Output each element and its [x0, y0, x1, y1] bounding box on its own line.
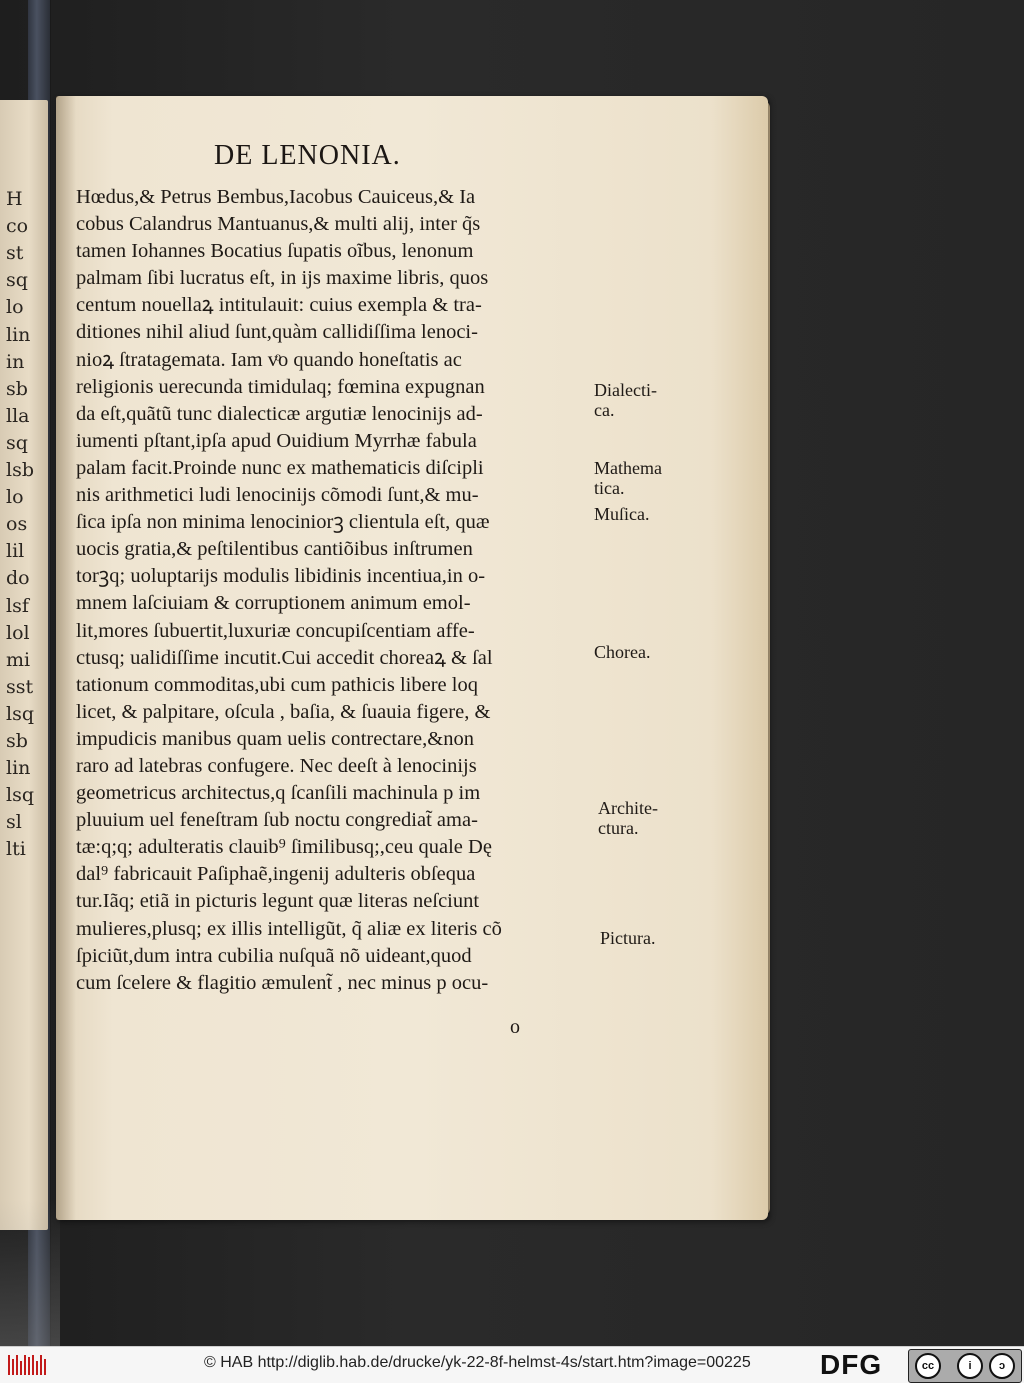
previous-page-fragment: mi	[6, 648, 31, 671]
text-line: religionis uerecunda timidulaq; fœmina expugnan	[76, 375, 485, 398]
signature-mark: o	[510, 1016, 520, 1038]
text-line: lit,mores ſubuertit,luxuriæ concupiſcentiam affe-	[76, 619, 475, 642]
margin-note-pictura: Pictura.	[600, 928, 656, 948]
text-line: pluuium uel feneſtram ſub noctu congrediat̃ ama-	[76, 809, 478, 832]
margin-note-dialectica: Dialecti- ca.	[594, 380, 657, 420]
text-line: tæ:q;q; adulteratis clauib⁹ ſimilibusq;,ceu quale Dę	[76, 836, 492, 859]
text-line: ditiones nihil aliud ſunt,quàm callidiſſima lenoci-	[76, 321, 478, 344]
text-line: palmam ſibi lucratus eſt, in ijs maxime libris, quos	[76, 267, 489, 290]
footer-bar	[0, 1346, 1024, 1383]
text-line: nioꝝ ſtratagemata. Iam vͦo quando honeſtatis ac	[76, 348, 462, 371]
text-line: ſpiciũt,dum intra cubilia nuſquã nõ uideant,quod	[76, 944, 472, 967]
margin-note-mathematica: Mathema tica.	[594, 458, 662, 498]
text-line: tur.Iãq; etiã in picturis legunt quæ literas neſciunt	[76, 890, 480, 913]
previous-page-fragment: lsq	[6, 702, 34, 725]
text-line: palam facit.Proinde nunc ex mathematicis diſcipli	[76, 456, 484, 479]
text-line: uocis gratia,& peſtilentibus cantiõibus inſtrumen	[76, 538, 473, 561]
previous-page-fragment: in	[6, 350, 25, 373]
previous-page-fragment: sb	[6, 377, 28, 400]
text-line: mulieres,plusq; ex illis intelligũt, q̃ aliæ ex literis cõ	[76, 917, 502, 940]
cc-icon: cc	[915, 1353, 941, 1379]
previous-page-fragment: do	[6, 567, 30, 590]
text-line: Hœdus,& Petrus Bembus,Iacobus Cauiceus,& Ia	[76, 186, 476, 208]
previous-page-fragment: lin	[6, 323, 31, 346]
previous-page-fragment: lti	[6, 838, 26, 861]
text-line: nis arithmetici ludi lenocinijs cõmodi ſunt,& mu-	[76, 484, 479, 507]
text-line: ctusq; ualidiſſime incutit.Cui accedit choreaꝝ & ſal	[76, 646, 493, 669]
gutter-shadow	[56, 96, 76, 1220]
previous-page-fragment: co	[6, 215, 29, 238]
text-line: ſica ipſa non minima lenociniorꝫ clientula eſt, quæ	[76, 511, 490, 534]
previous-page-fragment: lla	[6, 404, 30, 427]
text-line: cum ſcelere & flagitio æmulent̃ , nec minus p ocu-	[76, 971, 489, 994]
hab-logo-icon	[6, 1351, 48, 1379]
text-line: tationum commoditas,ubi cum pathicis libere loq	[76, 673, 478, 696]
text-line: mnem laſciuiam & corruptionem animum emol-	[76, 592, 471, 615]
previous-page-fragment: sq	[6, 431, 28, 454]
margin-note-chorea: Chorea.	[594, 642, 651, 662]
previous-page-fragment: lsq	[6, 784, 34, 807]
text-line: centum nouellaꝝ intitulauit: cuius exempla & tra-	[76, 294, 482, 317]
previous-page-fragment: os	[6, 513, 28, 536]
previous-page-fragment: sst	[6, 675, 34, 698]
ribbon-shadow	[0, 1200, 60, 1346]
previous-page-fragment: lil	[6, 540, 25, 563]
text-line: cobus Calandrus Mantuanus,& multi alij, inter q̃s	[76, 213, 481, 236]
text-line: geometricus architectus,q ſcanſili machinula p im	[76, 782, 481, 805]
margin-note-musica: Muſica.	[594, 504, 650, 524]
previous-page-fragment: lol	[6, 621, 30, 644]
dfg-logo: DFG	[820, 1349, 883, 1380]
previous-page-fragment: lin	[6, 757, 31, 780]
previous-page-fragment: sb	[6, 730, 28, 752]
text-line: da eſt,quãtũ tunc dialecticæ argutiæ lenocinijs ad-	[76, 402, 483, 425]
share-alike-icon: ↄ	[989, 1353, 1015, 1379]
previous-page-fragment: H	[6, 188, 23, 210]
previous-page-fragment: lsb	[6, 459, 34, 481]
previous-page-fragment: sl	[6, 811, 22, 834]
attribution-icon: i	[957, 1353, 983, 1379]
text-line: raro ad latebras confugere. Nec deeſt à lenocinijs	[76, 754, 477, 777]
margin-note-architectura: Archite- ctura.	[598, 798, 658, 838]
previous-page-fragment: st	[6, 242, 24, 265]
cc-license-badge[interactable]	[908, 1349, 1022, 1383]
previous-page-fragment: lo	[6, 296, 24, 319]
body-text	[76, 184, 596, 997]
text-line: licet, & palpitare, oſcula , baſia, & ſuauia figere, &	[76, 700, 491, 723]
previous-page-edge	[0, 100, 48, 1230]
previous-page-fragment: lsf	[6, 594, 29, 617]
previous-page-fragment: sq	[6, 269, 28, 292]
source-credit-link[interactable]: © HAB http://diglib.hab.de/drucke/yk-22-8f-helmst-4s/start.htm?image=00225	[204, 1354, 751, 1371]
running-head: DE LENONIA.	[214, 140, 401, 171]
text-line: iumenti pſtant,ipſa apud Ouidium Myrrhæ fabula	[76, 429, 477, 452]
text-line: dal⁹ fabricauit Paſiphaẽ,ingenij adulteris obſequa	[76, 863, 476, 886]
text-line: torꝫq; uoluptarijs modulis libidinis incentiua,in o-	[76, 565, 486, 588]
text-line: tamen Iohannes Bocatius ſupatis oĩbus, lenonum	[76, 240, 474, 263]
text-line: impudicis manibus quam uelis contrectare,&non	[76, 727, 474, 750]
previous-page-fragment: lo	[6, 486, 24, 509]
